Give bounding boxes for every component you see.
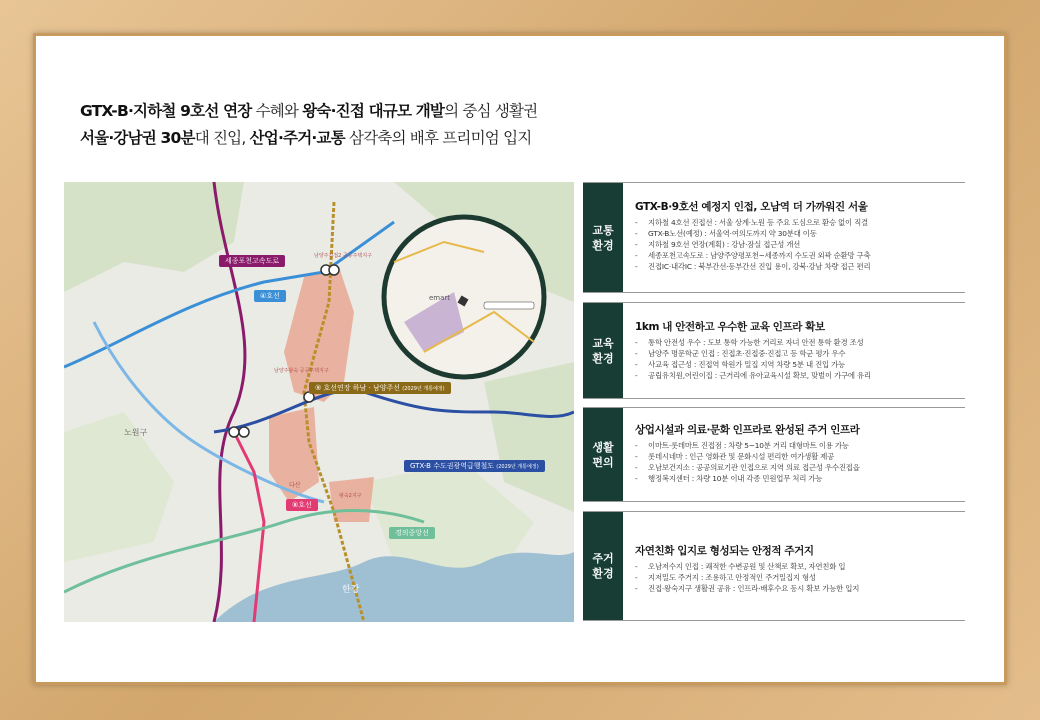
label-line-4: ④호선 — [254, 290, 286, 302]
label-line-9-note: (2029년 개통예정) — [402, 386, 445, 392]
panel-list — [635, 217, 965, 272]
list-item: - 진접IC·내각IC : 북부간선·동부간선 진입 용이, 강북·강남 차량 접근 편리 — [635, 261, 965, 272]
list-item: - 롯데시네마 : 인근 영화관 및 문화시설 편리한 여가생활 제공 — [635, 451, 965, 462]
list-item: - 지하철 9호선 연장(계획) : 강남·잠실 접근성 개선 — [635, 239, 965, 250]
panel-body — [635, 408, 965, 484]
label-sejong-expressway: 세종포천고속도로 — [219, 255, 285, 267]
label-emart: emart — [429, 294, 451, 302]
panel-title: 1km 내 안전하고 우수한 교육 인프라 확보 — [635, 321, 825, 333]
headline-bold-3: 서울·강남권 30분 — [80, 129, 195, 147]
river-hangang — [214, 552, 574, 622]
list-item: - 남양주 명문학군 인접 : 진접초·진접중·진접고 등 학군 평가 우수 — [635, 348, 965, 359]
panel-tag-text: 생활 편의 — [592, 440, 614, 469]
panel-education — [583, 302, 965, 399]
site-callout — [484, 302, 534, 309]
panel-title: 상업시설과 의료·문화 인프라로 완성된 주거 인프라 — [635, 424, 860, 436]
panel-body — [635, 303, 965, 381]
headline-bold-4: 산업·주거·교통 — [249, 129, 345, 147]
list-item: - 지저밀도 주거지 : 조용하고 안정적인 주거밀집지 형성 — [635, 572, 965, 583]
list-item: - 공립유치원,어린이집 : 근거리에 유아교육시설 확보, 맞벌이 가구에 유리 — [635, 370, 965, 381]
station-marker — [239, 427, 249, 437]
panel-transport — [583, 182, 965, 293]
panel-body — [635, 512, 965, 594]
headline-line-1 — [80, 98, 700, 125]
panel-list — [635, 440, 965, 484]
headline-bold-1: GTX-B·지하철 9호선 연장 — [80, 102, 252, 120]
list-item: - 지하철 4호선 진접선 : 서울 상계·노원 등 주요 도심으로 환승 없이 직결 — [635, 217, 965, 228]
panel-tag-text: 주거 환경 — [592, 552, 614, 580]
station-marker — [229, 427, 239, 437]
headline-text-3: 대 진입, — [194, 129, 250, 147]
list-item: - GTX-B노선(예정) : 서울역·여의도까지 약 30분대 이동 — [635, 228, 965, 239]
label-gyeongui: 경의중앙선 — [389, 527, 435, 539]
panel-tag — [583, 303, 623, 398]
list-item: - 오남보건지소 : 공공의료기관 인접으로 지역 의료 접근성 우수진접읍 — [635, 462, 965, 473]
label-nowon: 노원구 — [124, 428, 148, 437]
label-wangsuk: 남양주왕숙 공공주택지구 — [274, 368, 329, 374]
terrain-area — [64, 412, 174, 562]
list-item: - 사교육 접근성 : 진접역 학원가 밀집 지역 차량 5분 내 진입 가능 — [635, 359, 965, 370]
label-line-9 — [309, 382, 451, 394]
list-item: - 세종포천고속도로 : 남양주양평포천~세종까지 수도권 외곽 순환망 구축 — [635, 250, 965, 261]
panel-title: 자연친화 입지로 형성되는 안정적 주거지 — [635, 545, 814, 557]
headline-text-4: 삼각축의 배후 프리미엄 입지 — [344, 129, 532, 147]
panel-title: GTX-B·9호선 예정지 인접, 오남역 더 가까워진 서울 — [635, 201, 868, 213]
label-jinjeop2: 남양주진접2 공공주택지구 — [314, 253, 372, 259]
label-line-9-text: ⑨ 호선연장 하남 · 남양주선 — [315, 384, 401, 392]
panel-tag-text: 교육 환경 — [592, 336, 614, 365]
label-line-8: ⑧호선 — [286, 499, 318, 511]
panel-tag — [583, 408, 623, 501]
list-item: - 행정복지센터 : 차량 10분 이내 각종 민원업무 처리 가능 — [635, 473, 965, 484]
headline-text-1: 수혜와 — [251, 102, 303, 120]
terrain-area — [484, 362, 574, 512]
label-wangsuk2: 왕숙2지구 — [339, 493, 362, 499]
label-gtx-note: (2029년 개통예정) — [496, 464, 539, 470]
map-graphic — [64, 182, 574, 622]
label-dasan: 다산 — [289, 482, 301, 489]
panel-amenities — [583, 407, 965, 502]
list-item: - 오남저수지 인접 : 쾌적한 수변공원 및 산책로 확보, 자연친화 입 — [635, 561, 965, 572]
headline-bold-2: 왕숙·진접 대규모 개발 — [302, 102, 445, 120]
panel-list — [635, 561, 965, 594]
label-gtx-text: GTX-B 수도권광역급행철도 — [410, 462, 495, 470]
panel-tag — [583, 183, 623, 292]
headline — [80, 98, 700, 152]
headline-text-2: 의 중심 생활권 — [444, 102, 538, 120]
list-item: - 진접·왕숙지구 생활권 공유 : 인프라·배후수요 동시 확보 가능한 입지 — [635, 583, 965, 594]
panel-tag — [583, 512, 623, 620]
headline-line-2 — [80, 125, 700, 152]
panel-residential — [583, 511, 965, 621]
list-item: - 이마트·롯데마트 진접점 : 차량 5~10분 거리 대형마트 이용 가능 — [635, 440, 965, 451]
panel-tag-text: 교통 환경 — [592, 223, 614, 252]
label-gtx-b — [404, 460, 545, 472]
panel-body — [635, 183, 965, 272]
list-item: - 통학 안전성 우수 : 도보 통학 가능한 거리로 자녀 안전 통학 환경 조성 — [635, 337, 965, 348]
station-marker — [329, 265, 339, 275]
label-hangang: 한강 — [342, 585, 360, 595]
panel-list — [635, 337, 965, 381]
location-map — [64, 182, 574, 622]
